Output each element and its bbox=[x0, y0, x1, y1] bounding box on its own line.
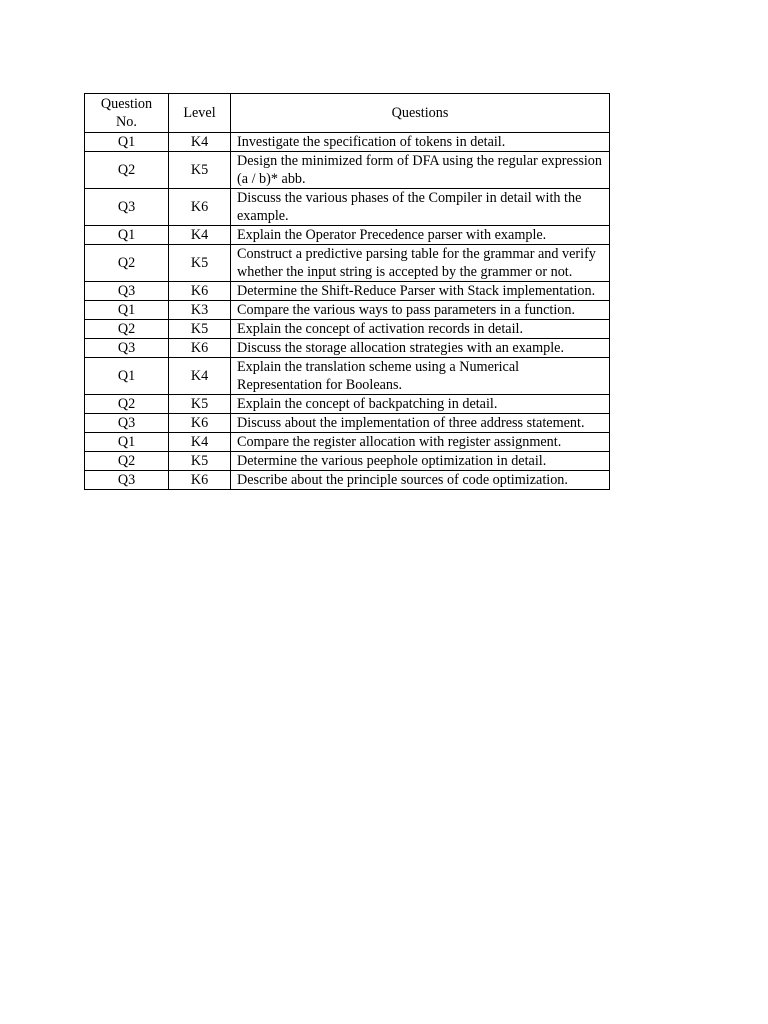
header-level: Level bbox=[169, 94, 231, 133]
table-row bbox=[85, 301, 610, 320]
question-cell: Compare the various ways to pass parameters in a function. bbox=[231, 301, 610, 320]
question-no-cell: Q2 bbox=[85, 152, 169, 189]
table-row bbox=[85, 433, 610, 452]
question-cell: Explain the concept of activation records in detail. bbox=[231, 320, 610, 339]
question-cell: Design the minimized form of DFA using the regular expression (a / b)* abb. bbox=[231, 152, 610, 189]
table-row bbox=[85, 133, 610, 152]
level-cell: K4 bbox=[169, 133, 231, 152]
question-cell: Determine the various peephole optimization in detail. bbox=[231, 452, 610, 471]
question-no-cell: Q2 bbox=[85, 395, 169, 414]
table-row bbox=[85, 189, 610, 226]
question-no-cell: Q1 bbox=[85, 301, 169, 320]
header-questions: Questions bbox=[231, 94, 610, 133]
question-cell: Discuss the storage allocation strategies with an example. bbox=[231, 339, 610, 358]
table-row bbox=[85, 339, 610, 358]
level-cell: K4 bbox=[169, 433, 231, 452]
question-no-cell: Q3 bbox=[85, 282, 169, 301]
level-cell: K5 bbox=[169, 245, 231, 282]
header-question-no: Question No. bbox=[85, 94, 169, 133]
level-cell: K6 bbox=[169, 282, 231, 301]
question-cell: Describe about the principle sources of code optimization. bbox=[231, 471, 610, 490]
table-row bbox=[85, 395, 610, 414]
table-row bbox=[85, 471, 610, 490]
level-cell: K5 bbox=[169, 152, 231, 189]
level-cell: K6 bbox=[169, 471, 231, 490]
table-row bbox=[85, 414, 610, 433]
questions-table bbox=[84, 93, 610, 490]
question-cell: Investigate the specification of tokens in detail. bbox=[231, 133, 610, 152]
level-cell: K4 bbox=[169, 226, 231, 245]
table-row bbox=[85, 226, 610, 245]
question-cell: Discuss the various phases of the Compiler in detail with the example. bbox=[231, 189, 610, 226]
question-no-cell: Q1 bbox=[85, 226, 169, 245]
table-row bbox=[85, 320, 610, 339]
question-no-cell: Q1 bbox=[85, 133, 169, 152]
table-row bbox=[85, 152, 610, 189]
question-cell: Explain the concept of backpatching in detail. bbox=[231, 395, 610, 414]
question-cell: Determine the Shift-Reduce Parser with Stack implementation. bbox=[231, 282, 610, 301]
table-body bbox=[85, 133, 610, 490]
table-row bbox=[85, 452, 610, 471]
question-cell: Explain the translation scheme using a Numerical Representation for Booleans. bbox=[231, 358, 610, 395]
level-cell: K5 bbox=[169, 320, 231, 339]
question-no-cell: Q2 bbox=[85, 320, 169, 339]
level-cell: K5 bbox=[169, 452, 231, 471]
level-cell: K6 bbox=[169, 414, 231, 433]
question-no-cell: Q3 bbox=[85, 189, 169, 226]
level-cell: K5 bbox=[169, 395, 231, 414]
level-cell: K3 bbox=[169, 301, 231, 320]
question-no-cell: Q3 bbox=[85, 414, 169, 433]
level-cell: K6 bbox=[169, 339, 231, 358]
question-no-cell: Q3 bbox=[85, 339, 169, 358]
level-cell: K4 bbox=[169, 358, 231, 395]
question-cell: Construct a predictive parsing table for the grammar and verify whether the input string is accepted by the grammer or not. bbox=[231, 245, 610, 282]
question-cell: Explain the Operator Precedence parser with example. bbox=[231, 226, 610, 245]
question-no-cell: Q2 bbox=[85, 452, 169, 471]
table-header-row bbox=[85, 94, 610, 133]
table-row bbox=[85, 358, 610, 395]
table-row bbox=[85, 245, 610, 282]
question-cell: Compare the register allocation with register assignment. bbox=[231, 433, 610, 452]
question-no-cell: Q2 bbox=[85, 245, 169, 282]
table-row bbox=[85, 282, 610, 301]
question-no-cell: Q1 bbox=[85, 358, 169, 395]
level-cell: K6 bbox=[169, 189, 231, 226]
question-no-cell: Q1 bbox=[85, 433, 169, 452]
question-no-cell: Q3 bbox=[85, 471, 169, 490]
question-cell: Discuss about the implementation of three address statement. bbox=[231, 414, 610, 433]
